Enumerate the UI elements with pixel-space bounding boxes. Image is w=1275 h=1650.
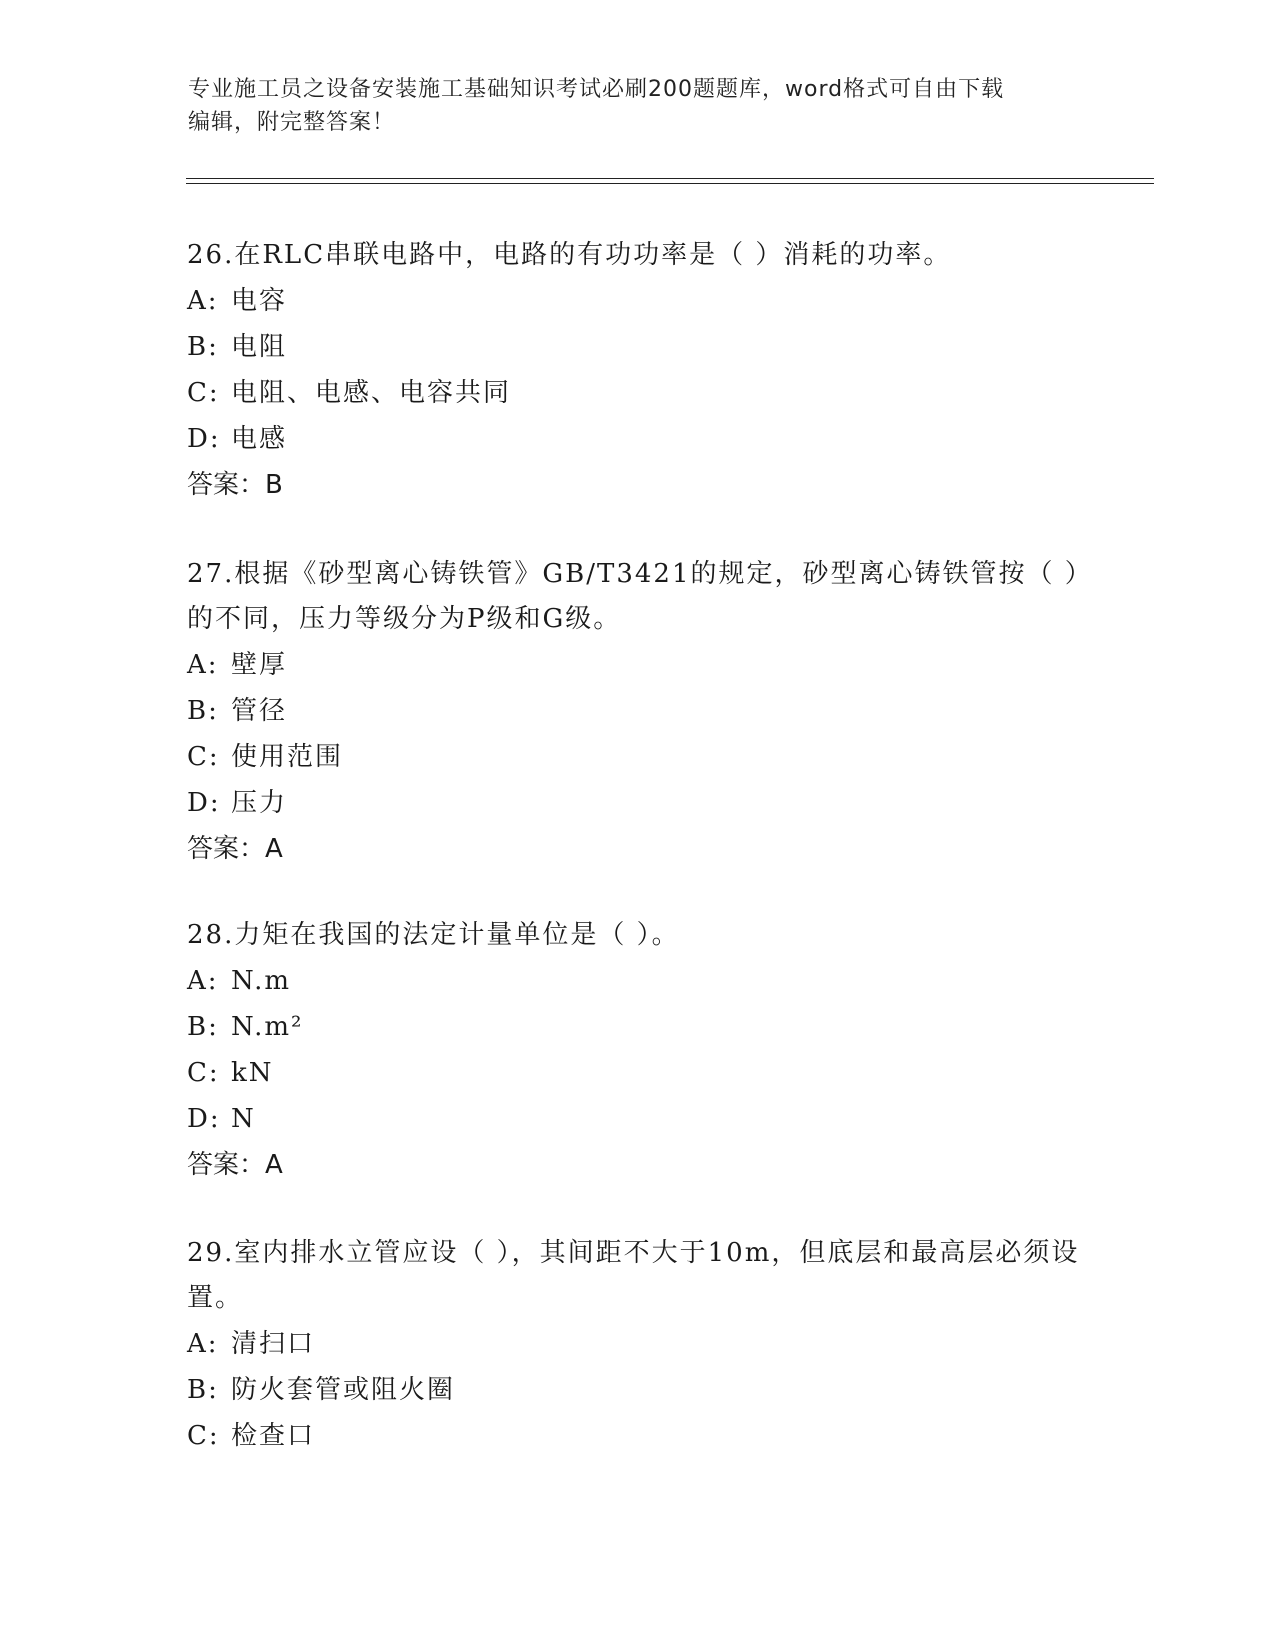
option-text: N.m² — [231, 1012, 304, 1042]
option-text: N — [231, 1104, 256, 1134]
header-divider-top — [186, 178, 1154, 179]
option-c — [187, 1050, 1087, 1096]
option-text: 电阻、电感、电容共同 — [231, 378, 512, 408]
option-text: 电容 — [231, 286, 288, 316]
option-a — [187, 642, 1087, 688]
option-text: 壁厚 — [231, 650, 288, 680]
option-letter: B: — [187, 1375, 219, 1405]
option-c — [187, 1413, 1087, 1459]
answer-line: 答案：A — [187, 834, 283, 864]
option-letter: C: — [187, 378, 220, 408]
question-text: 27.根据《砂型离心铸铁管》GB/T3421的规定，砂型离心铸铁管按（ ）的不同，压力等级分为P级和G级。 — [187, 559, 1080, 634]
header-line-1: 专业施工员之设备安装施工基础知识考试必刷200题题库，word格式可自由下载 — [188, 77, 1005, 102]
option-b — [187, 688, 1087, 734]
option-c — [187, 370, 1087, 416]
option-b — [187, 324, 1087, 370]
option-text: kN — [231, 1058, 274, 1088]
answer-line: 答案：B — [187, 470, 283, 500]
answer-line: 答案：A — [187, 1150, 283, 1180]
option-text: 检查口 — [231, 1421, 316, 1451]
question-27 — [187, 552, 1087, 872]
question-26 — [187, 233, 1087, 508]
option-text: 防火套管或阻火圈 — [231, 1375, 456, 1405]
option-a — [187, 1321, 1087, 1367]
option-d — [187, 1096, 1087, 1142]
question-29 — [187, 1231, 1087, 1459]
question-text: 29.室内排水立管应设（ ），其间距不大于10m，但底层和最高层必须设置。 — [187, 1238, 1080, 1313]
option-letter: A: — [187, 966, 219, 996]
option-text: 清扫口 — [231, 1329, 316, 1359]
option-d — [187, 416, 1087, 462]
option-text: 压力 — [231, 788, 288, 818]
document-header — [188, 73, 1088, 139]
option-a — [187, 278, 1087, 324]
option-letter: B: — [187, 332, 219, 362]
option-text: N.m — [231, 966, 292, 996]
option-letter: B: — [187, 1012, 219, 1042]
option-text: 电感 — [231, 424, 288, 454]
option-letter: D: — [187, 1104, 221, 1134]
option-b — [187, 1004, 1087, 1050]
question-text: 26.在RLC串联电路中，电路的有功功率是（ ）消耗的功率。 — [187, 240, 952, 270]
option-text: 使用范围 — [231, 742, 344, 772]
option-b — [187, 1367, 1087, 1413]
option-letter: A: — [187, 286, 219, 316]
option-letter: D: — [187, 424, 221, 454]
option-text: 管径 — [231, 696, 288, 726]
question-28 — [187, 913, 1087, 1188]
option-letter: C: — [187, 742, 220, 772]
option-letter: C: — [187, 1058, 220, 1088]
option-letter: A: — [187, 1329, 219, 1359]
option-letter: C: — [187, 1421, 220, 1451]
question-text: 28.力矩在我国的法定计量单位是（ ）。 — [187, 920, 680, 950]
header-divider-bottom — [186, 183, 1154, 184]
option-letter: B: — [187, 696, 219, 726]
option-text: 电阻 — [231, 332, 288, 362]
option-letter: D: — [187, 788, 221, 818]
option-c — [187, 734, 1087, 780]
option-d — [187, 780, 1087, 826]
option-letter: A: — [187, 650, 219, 680]
header-line-2: 编辑，附完整答案！ — [188, 110, 396, 135]
option-a — [187, 958, 1087, 1004]
